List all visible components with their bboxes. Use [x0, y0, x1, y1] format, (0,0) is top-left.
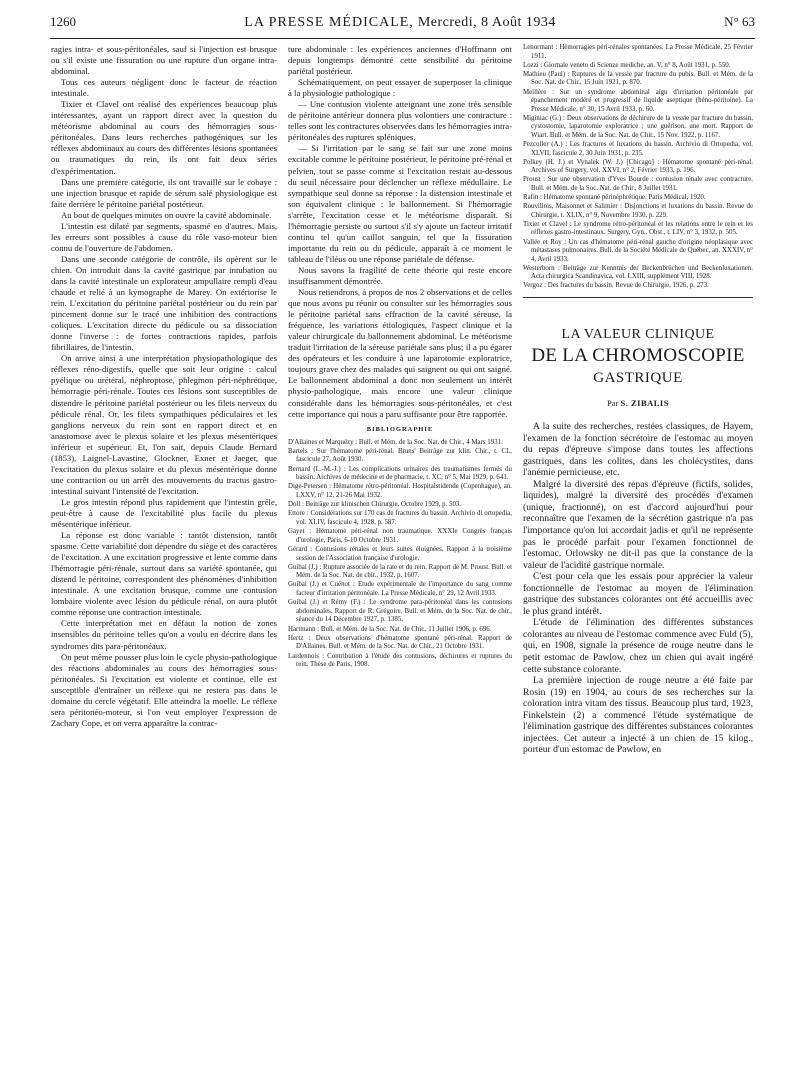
- reference-item: Lenormant : Hémorragies péri-rénales spontanées. La Presse Médicale, 25 Février 1911.: [523, 44, 753, 60]
- byline-prefix: Par: [607, 398, 619, 409]
- article-body: [523, 421, 753, 756]
- issue-number: N° 63: [724, 14, 755, 29]
- journal-name: LA PRESSE MÉDICALE,: [244, 15, 414, 30]
- journal-line: [244, 15, 556, 31]
- author-name: S. ZIBALIS: [620, 398, 669, 409]
- reference-item: Bernard (L.-M.-J.) : Les complications urinaires des traumatismes fermés du bassin. Archives de médecine et de pharmacie, t. XC, n° 5, Mai 1929, p. 641.: [288, 465, 512, 482]
- running-header: [50, 14, 755, 39]
- paragraph: Cette interprétation met en défaut la notion de zones insensibles du péritoine telles qu'on a voulu en décrire dans les syndromes dits para-péritonéaux.: [51, 618, 277, 651]
- reference-item: Meillère : Sur un syndrome abdominal aigu d'irritation péritonéale par épanchement modéré et progressif de liquide aseptique (héno-péritoine). La Presse Médicale, n° 30, 15 Avril 1933, p. 60.: [523, 88, 753, 113]
- section-divider: [523, 297, 753, 298]
- reference-item: Hartmann : Bull. et Mém. de la Soc. Nat. de Chir., 11 Juillet 1906, p. 696.: [288, 625, 492, 633]
- paragraph: Schématiquement, on peut essayer de superposer la clinique à la physiologie pathologique :: [288, 77, 512, 99]
- reference-item: Miginiac (G.) : Deux observations de déchirure de la vessie par fracture du bassin, cystostomie, laparotomie exploratrice ; une guérison, une mort. Rapport de Wiart. Bull. et Mém. de la Soc. Nat. de Chir., 15 Nov. 1922, p. 1167.: [523, 114, 753, 139]
- bibliography-list: [288, 439, 512, 670]
- paragraph: Le gros intestin répond plus rapidement que l'intestin grêle, peut-être à cause de l'excitabilité plus facile du plexus mésentérique inférieur.: [51, 496, 277, 530]
- reference-item: Guibal (J.) et Cuénot : Etude expérimentale de l'importance du sang comme facteur d'irritation péritonéale. La Presse Médicale, n° 29, 12 Avril 1933.: [288, 581, 512, 598]
- paragraph: Tixier et Clavel ont réalisé des expériences beaucoup plus intéressantes, ayant un rapport direct avec la question du météorisme abdominal au cours des hémorragies sous-péritonéales. Dans leurs recherches pathogéniques sur les réflexes abdominaux au cours des différentes lésions spontanées ou traumatiques du rein, ils ont fait deux séries d'expérimentation.: [51, 99, 277, 176]
- reference-item: Bartels : Sur l'hématome péri-rénal. Bruns' Beiträge zur klin. Chir., t. CL, fascicule 27, Août 1930.: [288, 447, 512, 464]
- bibliography-heading: BIBLIOGRAPHIE: [366, 425, 434, 433]
- paragraph: On arrive ainsi à une interprétation physiopathologique des réflexes réno-digestifs, quelle que soit leur origine : calcul pyélique ou urétéral, néphroptose, phlegmon péri-néphrétique, hémorragie péri-rénale. Toutes ces lésions sont susceptibles de distendre le péritoine pariétal postérieur ou les filets nerveux du pédicule rénal. Or, les filets sympathiques pédiculaires et les ganglions nerveux du rein sont en rapport direct et en anastomose avec le plexus solaire et les plexus mésentériques inférieur et supérieur. Et, l'on sait, depuis Claude Bernard (1853), Laignel-Lavastine, Glockner, Exner et Jaeger, que l'excitation du plexus solaire et du plexus mésentérique donne une contraction ou un arrêt des mouvements du tractus gastro-intestinal suivant l'intensité de l'excitation.: [51, 353, 277, 496]
- reference-item: Dige-Petersen : Hématome rétro-péritonéal. Hospitalstidende (Copenhague), an. LXXV, n° 12, 21-26 Mai 1932.: [288, 483, 512, 499]
- title-line-2: DE LA CHROMOSCOPIE: [531, 345, 745, 367]
- reference-item: Vergoz : Des fractures du bassin. Revue de Chirurgie, 1926, p. 273.: [523, 282, 709, 290]
- paragraph: ture abdominale : les expériences anciennes d'Hoffmann ont depuis longtemps démontré cette sensibilité du péritoine pariétal postérieur.: [288, 44, 512, 77]
- page-number: 1260: [50, 14, 76, 29]
- reference-item: Hertz : Deux observations d'hématome spontané péri-rénal. Rapport de D'Allaines. Bull. et Mém. de la Soc. Nat. de Chir., 21 Octobre 1931.: [288, 634, 512, 651]
- reference-item: Doll : Beiträge zur klinischen Chirurgie, Octobre 1929, p. 503.: [288, 501, 462, 509]
- reference-item: Guibal (J.) et Rémy (F.) : Le syndrome para-péritonéal dans les contusions abdominales. Rapport de R. Grégoire. Bull. et Mém. de la Soc. Nat. de chir., séance du 14 Décembre 1927, p. 1385.: [288, 599, 512, 624]
- reference-item: Mathieu (Paul) : Ruptures de la vessie par fracture du pubis. Bull. et Mém. de la Soc. Nat. de Chir., 15 Juin 1921, p. 870.: [523, 70, 753, 87]
- byline: [523, 398, 753, 409]
- article-title: [523, 326, 753, 388]
- bibliography-list-continued: [523, 44, 753, 291]
- reference-item: Lozzi : Giornale veneto di Scienze mediche, an. V, n° 8, Août 1931, p. 550.: [523, 61, 731, 69]
- reference-item: Polkey (H. J.) et Vynalek (W. J.) [Chicago] : Hématome spontané péri-rénal. Archives of Surgery, vol. XXVI, n° 2, Février 1933, p. 196.: [523, 158, 753, 175]
- paragraph: L'intestin est dilaté par segments, spasmé en d'autres. Mais, les erreurs sont possibles à cause du rôle vaso-moteur bien connu de l'ouverture de l'abdomen.: [51, 220, 277, 253]
- title-line-1: LA VALEUR CLINIQUE: [561, 327, 715, 343]
- paragraph: Dans une seconde catégorie de contrôle, ils opèrent sur le chien. On introduit dans la cavité gastrique par intubation ou dans la cavité intestinale un explorateur ampullaire rempli d'eau chaude et relié à un kymographe de Marey. On extériorise le rein. L'excitation du péritoine pariétal postérieur ou du rein par pincement donne sur le tracé une inhibition des contractions coliques. L'excitation directe du pédicule ou sa dissociation donne l'inverse : de fortes contractions rapides, parfois fibrillaires, de l'intestin.: [51, 253, 277, 353]
- paragraph: On peut même pousser plus loin le cycle physio-pathologique des réactions abdominales au cours des hémorragies sous-péritonéales. Si l'excitation est violente et continue, elle est susceptible d'entraîner un réflexe qui ne restera pas dans le domaine du cercle végétatif. Elle atteindra la moelle. Le réflexe sera péritonéo-moteur, si l'on veut employer l'expression de Zachary Cope, et on verra apparaître la contrac-: [51, 651, 277, 728]
- reference-item: Tixier et Clavel : Le syndrome rétro-péritonéal et les relations entre le rein et les réflexes gastro-intestinaux. Surgery, Gyn., Obst., t. LIV, n° 3, 1932, p. 505.: [523, 220, 753, 237]
- paragraph: — Une contusion violente atteignant une zone très sensible de péritoine antérieur donnera plus volontiers une contracture : telles sont les contractures observées dans les hémorragies intra-péritonéales des ruptures spléniques.: [288, 99, 512, 143]
- column-2: [288, 44, 512, 670]
- reference-item: Westerborn : Beiträge zur Kenntnis der Beckenbrüchen und Beckenluxationen. Acta chirurgica Scandinavica, vol. LXIII, supplément VIII, 1928.: [523, 264, 753, 281]
- paragraph: Nous savons la fragilité de cette théorie qui reste encore insuffisamment démontrée.: [288, 264, 512, 286]
- reference-item: Rouvillois, Maisonnet et Salimier : Disjonctions et luxations du bassin. Revue de Chirurgie, t. XLIX, n° 9, Novembre 1930, p. 229.: [523, 203, 753, 219]
- paragraph: C'est pour cela que les essais pour apprécier la valeur fonctionnelle de l'estomac au moyen de l'élimination gastrique des substances colorantes ont été accueillis avec le plus grand intérêt.: [523, 571, 753, 617]
- reference-item: Vallée et Roy : Un cas d'hématome péri-rénal gauche d'origine néoplasique avec métastases pulmonaires. Bull. de la Société Médicale de Québec, an. XXXIV, n° 4, Avril 1933.: [523, 238, 753, 263]
- paragraph: Tous ces auteurs négligent donc le facteur de réaction intestinale.: [51, 77, 277, 99]
- paragraph: A la suite des recherches, restées classiques, de Hayem, l'examen de la fonction sécrétoire de l'estomac au moyen du repas d'épreuve s'impose dans toutes les affections gastriques, dans les colites, dans les cholécystites, dans l'anémie pernicieuse, etc.: [523, 421, 753, 479]
- reference-item: Pezcoller (A.) : Les fractures et luxations du bassin. Archivio di Ortopedia, vol. XLVII, fascicule 2, 30 Juin 1931, p. 235.: [523, 140, 753, 157]
- column-3: [523, 44, 753, 756]
- column-1: [51, 44, 277, 729]
- reference-item: D'Allaines et Marquézy : Bull. et Mém. de la Soc. Nat. de Chir., 4 Mars 1931.: [288, 438, 503, 446]
- reference-item: Lardennois : Contribution à l'étude des contusions, déchirures et ruptures du rein. Thèse de Paris, 1908.: [288, 652, 512, 669]
- reference-item: Gayet : Hématome péri-rénal non traumatique. XXXIe Congrès français d'urologie, Paris, 6-10 Octobre 1931.: [288, 528, 512, 544]
- reference-item: Rafin : Hématome spontané périnéphrétique. Paris Médical, 1920.: [523, 194, 706, 202]
- paragraph: — Si l'irritation par le sang se fait sur une zone moins excitable comme le péritoine postérieur, le péritoine pré-rénal et pelvien, tout se passe comme si l'excitation restait au-dessous du seuil nécessaire pour déclencher un réflexe médullaire. Le sympathique seul donne sa réponse : la distension intestinale et son équivalent clinique : le ballonnement. Si l'hémorragie s'arrête, l'excitation cesse et le météorisme disparaît. Si l'hémorragie persiste ou surtout s'il s'y ajoute un facteur irritatif continu tel qu'un caillot sanguin, tel que la fissuration importante du rein ou du pédicule, apparaît à ce moment le tableau de l'iléus ou une réponse pariétale de défense.: [288, 143, 512, 264]
- paragraph: ragies intra- et sous-péritonéales, sauf si l'injection est brusque ou s'il existe une fissuration ou une rupture d'un organe intra-abdominal.: [51, 44, 277, 77]
- paragraph: La réponse est donc variable : tantôt distension, tantôt spasme. Cette variabilité doit dépendre du siège et des caractères de l'excitation. A une excitation progressive et lente comme dans l'hémorragie péri-rénale, surtout dans sa variété spontanée, qui distend le péritoine, correspondent des phénomènes d'inhibition intestinale. A une excitation brusque, comme une contusion lombaire violente avec lésion du pédicule rénal, on aura plutôt comme réponse une contraction intestinale.: [51, 530, 277, 618]
- paragraph: Nous retiendrons, à propos de nos 2 observations et de celles que nous avons pu réunir ou consulter sur les hémorragies sous le péritoine pariétal sans effraction de la cavité séreuse, la fréquence, les variations étiologiques, l'aspect clinique et la valeur chirurgicale du ballonnement abdominal. Le météorisme traduit l'irritation de la séreuse pariétale sans plus; il a pu égarer des opérateurs et les conduire à une laparotomie exploratrice, toujours grave chez des malades qui saignent ou qui ont saigné. Le ballonnement abdominal a donc non seulement un intérêt physio-pathologique, mais encore une valeur clinique considérable dans les hémorragies sous-péritonéales, et c'est cette importance qui nous a paru suffisante pour être rapportée.: [288, 287, 512, 419]
- issue-date: Mercredi, 8 Août 1934: [417, 15, 556, 30]
- reference-item: Guibal (J.) : Rupture associée de la rate et du rein. Rapport de M. Proust. Bull. et Mém. de la Soc. Nat. de chir., 1932, p. 1607.: [288, 563, 512, 580]
- reference-item: Proust : Sur une observation d'Yves Bourde : contusion rénale avec contracture. Bull. et Mém. de la Soc. Nat. de Chir., 8 Juillet 1931.: [523, 176, 753, 192]
- paragraph: Malgré la diversité des repas d'épreuve (fictifs, solides, liquides), malgré la diversité des procédés d'examen (unique, fractionné), on est d'accord aujourd'hui pour reconnaître que l'examen de la sécrétion gastrique n'a pas l'importance qu'on lui accordait jadis et qu'il ne représente pas le procédé parfait pour l'examen fonctionnel de l'estomac. Orlowsky ne dit-il pas que la constance de la valeur de l'acidité gastrique normale.: [523, 478, 753, 571]
- reference-item: Ettore : Considérations sur 170 cas de fractures du bassin. Archivio di ortopedia, vol. XLIV, fascicule 4, 1928, p. 587.: [288, 510, 512, 526]
- title-line-3: GASTRIQUE: [593, 370, 683, 387]
- paragraph: L'étude de l'élimination des différentes substances colorantes au niveau de l'estomac commence avec Fuld (5), qui, en 1908, signale la présence de rouge neutre dans le petit estomac de Pawlow, chez un chien qui avait ingéré cette substance colorante.: [523, 617, 753, 675]
- reference-item: Gérard : Contusions rénales et leurs suites éloignées. Rapport à la troisième session de l'Association française d'urologie.: [288, 545, 512, 562]
- paragraph: La première injection de rouge neutre a été faite par Rosin (19) en 1904, au cours de ses recherches sur la coloration intra vitam des tissus. Beaucoup plus tard, 1923, Finkelstein (2) a commencé l'étude systématique de l'élimination gastrique des différentes substances colorantes injectées. Cet auteur a injecté à un chien de 15 kilog., porteur d'un estomac de Pawlow, en: [523, 675, 753, 756]
- paragraph: Dans une première catégorie, ils ont travaillé sur le cobaye : une injection brusque et rapide de sérum salé physiologique est faite derrière le péritoine pariétal postérieur.: [51, 176, 277, 209]
- paragraph: Au bout de quelques minutes on ouvre la cavité abdominale.: [61, 209, 272, 220]
